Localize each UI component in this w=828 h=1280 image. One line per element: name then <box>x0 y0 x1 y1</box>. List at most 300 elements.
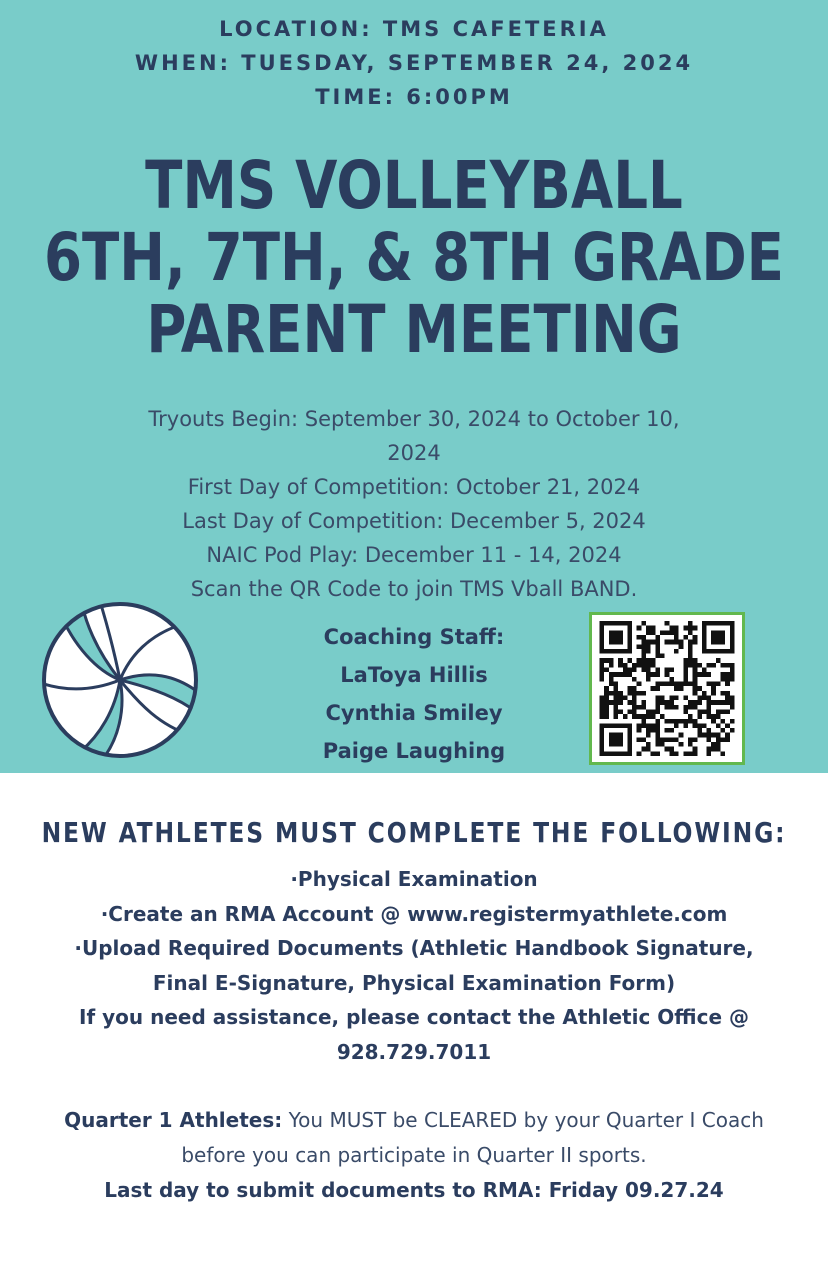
qr-module <box>711 700 716 705</box>
qr-module <box>660 630 665 635</box>
qr-module <box>623 723 628 728</box>
qr-module <box>627 686 632 691</box>
qr-module <box>730 705 735 710</box>
qr-module <box>618 723 623 728</box>
qr-module <box>651 658 656 663</box>
qr-module <box>623 751 628 756</box>
qr-module <box>702 709 707 714</box>
qr-module <box>609 635 614 640</box>
qr-module <box>600 677 605 682</box>
qr-module <box>609 737 614 742</box>
qr-module <box>600 742 605 747</box>
qr-module <box>604 621 609 626</box>
qr-module <box>609 663 614 668</box>
qr-module <box>711 742 716 747</box>
qr-module <box>693 682 698 687</box>
qr-module <box>646 640 651 645</box>
requirement-rma-account[interactable]: ·Create an RMA Account @ www.registermyathlete.com <box>100 901 728 926</box>
qr-module <box>600 640 605 645</box>
qr-module <box>688 644 693 649</box>
qr-module <box>707 737 712 742</box>
qr-module <box>697 728 702 733</box>
qr-module <box>646 714 651 719</box>
qr-module <box>641 705 646 710</box>
qr-module <box>646 672 651 677</box>
last-day-competition: Last Day of Competition: December 5, 2024 <box>182 509 646 533</box>
qr-module <box>646 747 651 752</box>
qr-module <box>609 682 614 687</box>
qr-module <box>665 668 670 673</box>
qr-module <box>600 700 605 705</box>
qr-module <box>707 700 712 705</box>
qr-module <box>683 668 688 673</box>
qr-module <box>646 723 651 728</box>
qr-module <box>721 672 726 677</box>
qr-module <box>711 630 716 635</box>
qr-module <box>637 714 642 719</box>
qr-module <box>627 747 632 752</box>
qr-module <box>613 695 618 700</box>
qr-module <box>674 649 679 654</box>
qr-module <box>707 682 712 687</box>
qr-module <box>679 644 684 649</box>
qr-module <box>707 747 712 752</box>
coach-name: LaToya Hillis <box>340 663 488 687</box>
qr-module <box>651 686 656 691</box>
qr-module <box>716 709 721 714</box>
qr-module <box>665 705 670 710</box>
qr-module <box>613 640 618 645</box>
qr-module <box>721 630 726 635</box>
qr-module <box>725 677 730 682</box>
qr-module <box>618 691 623 696</box>
scan-qr-instruction: Scan the QR Code to join TMS Vball BAND. <box>190 577 638 601</box>
qr-module <box>646 626 651 631</box>
qr-module <box>637 723 642 728</box>
qr-module <box>711 663 716 668</box>
qr-module <box>711 682 716 687</box>
qr-module <box>721 635 726 640</box>
qr-module <box>600 658 605 663</box>
qr-module <box>707 728 712 733</box>
qr-module <box>613 635 618 640</box>
qr-module <box>693 747 698 752</box>
qr-module <box>655 705 660 710</box>
season-dates <box>100 402 728 606</box>
qr-module <box>721 728 726 733</box>
qr-module <box>604 751 609 756</box>
qr-module <box>669 751 674 756</box>
qr-module <box>637 663 642 668</box>
qr-module <box>730 719 735 724</box>
qr-module <box>613 630 618 635</box>
qr-module <box>641 635 646 640</box>
qr-module <box>716 658 721 663</box>
qr-module <box>683 682 688 687</box>
qr-module <box>683 672 688 677</box>
qr-module <box>651 723 656 728</box>
qr-module <box>697 709 702 714</box>
qr-module <box>627 737 632 742</box>
qr-code-icon[interactable] <box>589 612 745 765</box>
qr-module <box>655 700 660 705</box>
qr-module <box>655 649 660 654</box>
qr-module <box>641 640 646 645</box>
qr-module <box>721 677 726 682</box>
qr-module <box>600 626 605 631</box>
qr-module <box>604 695 609 700</box>
qr-module <box>641 654 646 659</box>
qr-module <box>627 742 632 747</box>
qr-module <box>618 709 623 714</box>
qr-module <box>655 728 660 733</box>
qr-module <box>711 649 716 654</box>
qr-module <box>721 640 726 645</box>
qr-module <box>707 621 712 626</box>
qr-module <box>609 742 614 747</box>
qr-module <box>674 630 679 635</box>
qr-module <box>600 723 605 728</box>
qr-module <box>693 737 698 742</box>
coaching-staff <box>300 618 528 770</box>
rma-deadline: Last day to submit documents to RMA: Friday 09.27.24 <box>104 1178 724 1202</box>
qr-module <box>693 723 698 728</box>
qr-module <box>693 705 698 710</box>
qr-module <box>716 714 721 719</box>
qr-module <box>637 691 642 696</box>
qr-module <box>655 644 660 649</box>
requirement-upload-line-2: Final E-Signature, Physical Examination Form) <box>152 970 676 995</box>
qr-module <box>665 719 670 724</box>
qr-module <box>655 686 660 691</box>
qr-module <box>623 663 628 668</box>
qr-module <box>674 751 679 756</box>
quarter1-line-1 <box>20 1103 808 1138</box>
qr-module <box>730 626 735 631</box>
qr-module <box>618 733 623 738</box>
qr-module <box>623 668 628 673</box>
qr-module <box>609 723 614 728</box>
qr-module <box>646 742 651 747</box>
qr-module <box>725 621 730 626</box>
qr-module <box>711 691 716 696</box>
qr-module <box>730 635 735 640</box>
qr-module <box>641 663 646 668</box>
qr-module <box>641 719 646 724</box>
qr-module <box>679 719 684 724</box>
qr-module <box>721 649 726 654</box>
qr-module <box>688 682 693 687</box>
qr-module <box>618 751 623 756</box>
qr-module <box>725 733 730 738</box>
qr-module <box>693 751 698 756</box>
qr-module <box>632 700 637 705</box>
qr-module <box>683 626 688 631</box>
qr-module <box>688 658 693 663</box>
qr-module <box>721 663 726 668</box>
qr-module <box>665 682 670 687</box>
qr-module <box>674 737 679 742</box>
qr-module <box>637 644 642 649</box>
qr-module <box>730 649 735 654</box>
qr-module <box>655 709 660 714</box>
qr-module <box>613 723 618 728</box>
qr-module <box>669 700 674 705</box>
qr-module <box>665 737 670 742</box>
qr-module <box>609 677 614 682</box>
qr-module <box>665 747 670 752</box>
qr-module <box>632 668 637 673</box>
qr-module <box>707 733 712 738</box>
qr-module <box>646 658 651 663</box>
event-location: LOCATION: TMS CAFETERIA <box>219 17 609 41</box>
qr-module <box>707 705 712 710</box>
requirements-heading: NEW ATHLETES MUST COMPLETE THE FOLLOWING: <box>41 816 787 849</box>
qr-module <box>604 700 609 705</box>
qr-module <box>716 682 721 687</box>
qr-module <box>637 737 642 742</box>
qr-module <box>627 644 632 649</box>
qr-module <box>716 733 721 738</box>
qr-module <box>683 723 688 728</box>
qr-module <box>688 654 693 659</box>
qr-module <box>613 691 618 696</box>
qr-module <box>600 644 605 649</box>
qr-module <box>632 695 637 700</box>
qr-module <box>707 709 712 714</box>
qr-module <box>721 621 726 626</box>
qr-module <box>711 621 716 626</box>
qr-module <box>674 626 679 631</box>
qr-module <box>697 723 702 728</box>
qr-module <box>697 663 702 668</box>
assistance-line-1: If you need assistance, please contact the Athletic Office @ <box>79 1005 749 1029</box>
qr-module <box>609 658 614 663</box>
qr-module <box>683 658 688 663</box>
qr-module <box>613 751 618 756</box>
qr-module <box>716 742 721 747</box>
qr-module <box>637 635 642 640</box>
qr-module <box>730 621 735 626</box>
qr-module <box>632 663 637 668</box>
qr-module <box>688 742 693 747</box>
qr-module <box>665 728 670 733</box>
qr-module <box>651 630 656 635</box>
qr-module <box>604 658 609 663</box>
qr-module <box>669 747 674 752</box>
qr-module <box>665 700 670 705</box>
qr-module <box>618 737 623 742</box>
qr-module <box>711 714 716 719</box>
qr-module <box>623 714 628 719</box>
qr-module <box>711 635 716 640</box>
qr-module <box>641 691 646 696</box>
qr-module <box>702 733 707 738</box>
requirements-list <box>30 862 798 1069</box>
qr-module <box>646 630 651 635</box>
qr-module <box>613 649 618 654</box>
qr-module <box>730 663 735 668</box>
qr-module <box>711 719 716 724</box>
qr-module <box>702 644 707 649</box>
qr-module <box>702 621 707 626</box>
qr-module <box>651 640 656 645</box>
qr-module <box>623 649 628 654</box>
qr-module <box>688 621 693 626</box>
qr-module <box>655 751 660 756</box>
qr-module <box>716 723 721 728</box>
qr-module <box>618 635 623 640</box>
qr-module <box>725 682 730 687</box>
qr-module <box>609 621 614 626</box>
qr-module <box>693 672 698 677</box>
qr-module <box>632 677 637 682</box>
qr-module <box>688 626 693 631</box>
qr-module <box>702 691 707 696</box>
qr-module <box>669 668 674 673</box>
qr-module <box>683 719 688 724</box>
qr-module <box>688 737 693 742</box>
qr-module <box>688 719 693 724</box>
qr-module <box>655 682 660 687</box>
qr-module <box>725 695 730 700</box>
volleyball-icon <box>40 600 200 760</box>
qr-module <box>641 658 646 663</box>
qr-module <box>660 695 665 700</box>
qr-module <box>627 723 632 728</box>
tryouts-line-1: Tryouts Begin: September 30, 2024 to October 10, <box>148 407 680 431</box>
qr-module <box>613 737 618 742</box>
qr-module <box>725 737 730 742</box>
qr-module <box>716 630 721 635</box>
qr-module <box>693 658 698 663</box>
qr-module <box>632 714 637 719</box>
coaching-staff-heading: Coaching Staff: <box>323 625 505 649</box>
qr-module <box>655 668 660 673</box>
qr-module <box>651 663 656 668</box>
qr-module <box>693 668 698 673</box>
qr-module <box>618 695 623 700</box>
qr-module <box>641 621 646 626</box>
qr-module <box>604 686 609 691</box>
qr-module <box>665 672 670 677</box>
qr-module <box>627 621 632 626</box>
qr-module <box>683 709 688 714</box>
qr-module <box>632 709 637 714</box>
qr-module <box>655 742 660 747</box>
qr-module <box>637 682 642 687</box>
qr-module <box>730 630 735 635</box>
qr-module <box>618 649 623 654</box>
tryouts-line-2: 2024 <box>387 441 441 465</box>
qr-module <box>627 668 632 673</box>
qr-module <box>669 719 674 724</box>
qr-module <box>632 691 637 696</box>
qr-module <box>665 621 670 626</box>
qr-module <box>730 695 735 700</box>
qr-module <box>600 621 605 626</box>
qr-module <box>711 733 716 738</box>
qr-module <box>627 635 632 640</box>
qr-module <box>669 626 674 631</box>
qr-module <box>730 700 735 705</box>
qr-module <box>618 742 623 747</box>
qr-module <box>669 630 674 635</box>
qr-module <box>613 742 618 747</box>
qr-module <box>623 695 628 700</box>
coach-name: Cynthia Smiley <box>325 701 503 725</box>
qr-module <box>725 691 730 696</box>
qr-module <box>600 728 605 733</box>
qr-module <box>693 719 698 724</box>
qr-module <box>702 640 707 645</box>
qr-module <box>707 751 712 756</box>
qr-module <box>679 742 684 747</box>
qr-module <box>716 649 721 654</box>
qr-module <box>702 630 707 635</box>
qr-module <box>679 733 684 738</box>
qr-module <box>655 672 660 677</box>
qr-module <box>646 668 651 673</box>
qr-module <box>688 705 693 710</box>
requirement-physical: ·Physical Examination <box>290 867 538 891</box>
qr-module <box>716 640 721 645</box>
qr-module <box>716 747 721 752</box>
qr-module <box>641 723 646 728</box>
qr-module <box>646 644 651 649</box>
title-line-3: PARENT MEETING <box>146 291 682 368</box>
qr-module <box>688 751 693 756</box>
qr-module <box>697 686 702 691</box>
qr-module <box>660 742 665 747</box>
qr-module <box>725 649 730 654</box>
qr-module <box>674 682 679 687</box>
qr-module <box>609 700 614 705</box>
qr-module <box>623 621 628 626</box>
qr-module <box>655 695 660 700</box>
qr-module <box>609 649 614 654</box>
qr-module <box>683 663 688 668</box>
qr-module <box>613 682 618 687</box>
qr-module <box>618 672 623 677</box>
qr-module <box>693 700 698 705</box>
qr-module <box>627 672 632 677</box>
qr-module <box>623 672 628 677</box>
qr-module <box>609 640 614 645</box>
qr-module <box>693 677 698 682</box>
qr-module <box>669 695 674 700</box>
qr-module <box>674 686 679 691</box>
qr-module <box>600 705 605 710</box>
title-line-1: TMS VOLLEYBALL <box>145 147 683 224</box>
qr-module <box>702 672 707 677</box>
qr-module <box>641 747 646 752</box>
quarter1-text-1: You MUST be CLEARED by your Quarter I Coach <box>282 1108 764 1132</box>
qr-module <box>725 709 730 714</box>
qr-module <box>627 691 632 696</box>
qr-module <box>660 737 665 742</box>
qr-module <box>721 700 726 705</box>
qr-module <box>600 751 605 756</box>
qr-module <box>618 630 623 635</box>
qr-module <box>693 686 698 691</box>
qr-module <box>707 695 712 700</box>
qr-module <box>693 626 698 631</box>
qr-module <box>609 630 614 635</box>
qr-module <box>627 658 632 663</box>
qr-module <box>679 640 684 645</box>
qr-module <box>637 728 642 733</box>
